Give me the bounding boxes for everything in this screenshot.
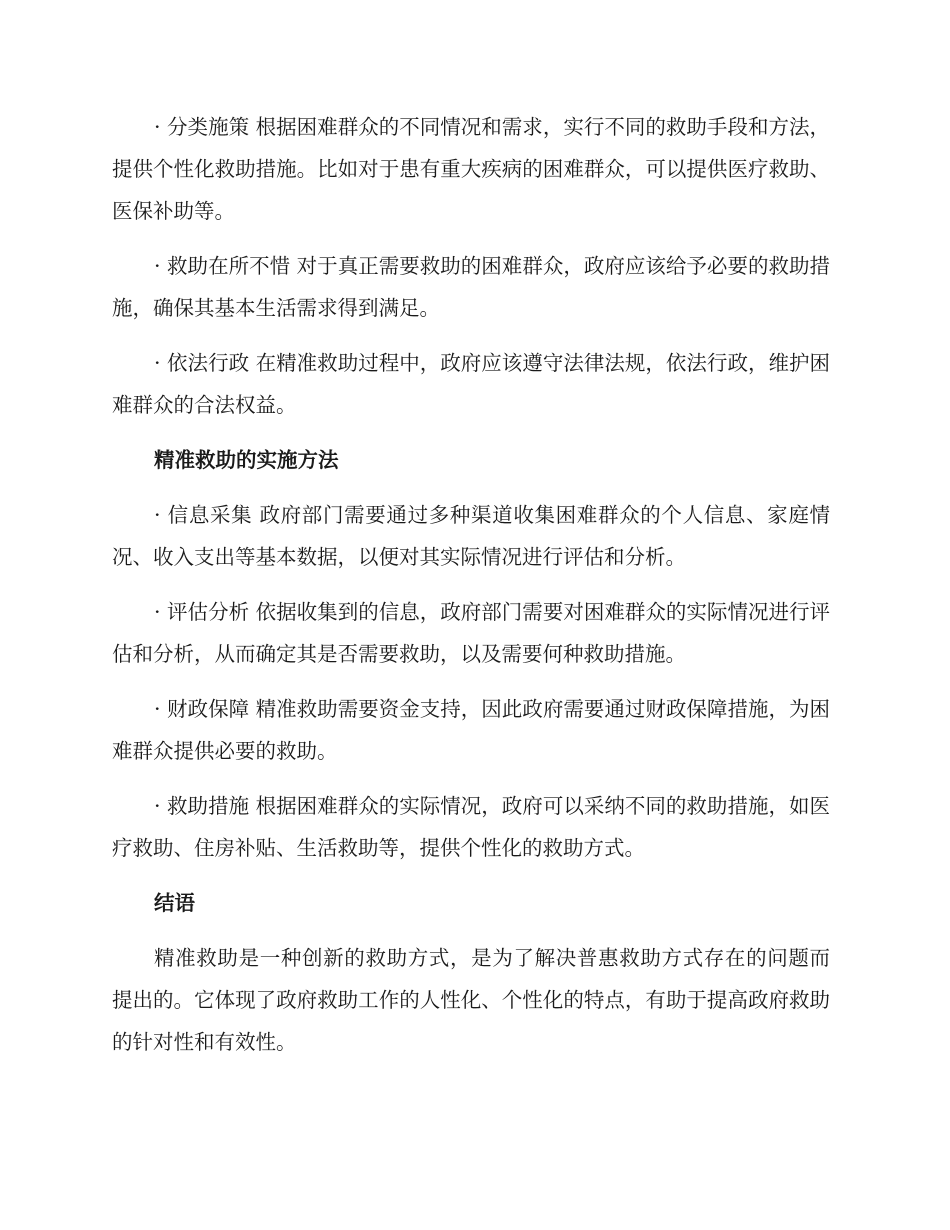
list-item — [112, 245, 830, 329]
item-text: 依据收集到的信息，政府部门需要对困难群众的实际情况进行评估和分析，从而确定其是否需要救助，以及需要何种救助措施。 — [112, 600, 830, 666]
item-text: 政府部门需要通过多种渠道收集困难群众的个人信息、家庭情况、收入支出等基本数据，以便对其实际情况进行评估和分析。 — [112, 503, 830, 569]
item-label: · 救助在所不惜 — [154, 254, 291, 278]
item-label: · 分类施策 — [154, 115, 250, 139]
list-item — [112, 688, 830, 772]
item-text: 在精准救助过程中，政府应该遵守法律法规，依法行政，维护困难群众的合法权益。 — [112, 351, 830, 417]
conclusion-paragraph: 精准救助是一种创新的救助方式，是为了解决普惠救助方式存在的问题而提出的。它体现了政府救助工作的人性化、个性化的特点，有助于提高政府救助的针对性和有效性。 — [112, 946, 830, 1054]
list-item — [112, 342, 830, 426]
item-label: · 评估分析 — [154, 600, 250, 624]
item-label: · 信息采集 — [154, 503, 253, 527]
list-item — [112, 494, 830, 578]
item-text: 精准救助需要资金支持，因此政府需要通过财政保障措施，为困难群众提供必要的救助。 — [112, 697, 830, 763]
list-item — [112, 591, 830, 675]
list-item — [112, 785, 830, 869]
item-text: 根据困难群众的不同情况和需求，实行不同的救助手段和方法，提供个性化救助措施。比如对于患有重大疾病的困难群众，可以提供医疗救助、医保补助等。 — [112, 115, 830, 223]
document-page — [112, 106, 830, 1076]
item-label: · 财政保障 — [154, 697, 250, 721]
section-heading: 结语 — [154, 891, 195, 915]
section-heading: 精准救助的实施方法 — [154, 448, 339, 472]
item-text: 对于真正需要救助的困难群众，政府应该给予必要的救助措施，确保其基本生活需求得到满足。 — [112, 254, 831, 320]
list-item — [112, 106, 830, 232]
item-text: 根据困难群众的实际情况，政府可以采纳不同的救助措施，如医疗救助、住房补贴、生活救助等，提供个性化的救助方式。 — [112, 794, 830, 860]
item-label: · 救助措施 — [154, 794, 250, 818]
item-label: · 依法行政 — [154, 351, 250, 375]
